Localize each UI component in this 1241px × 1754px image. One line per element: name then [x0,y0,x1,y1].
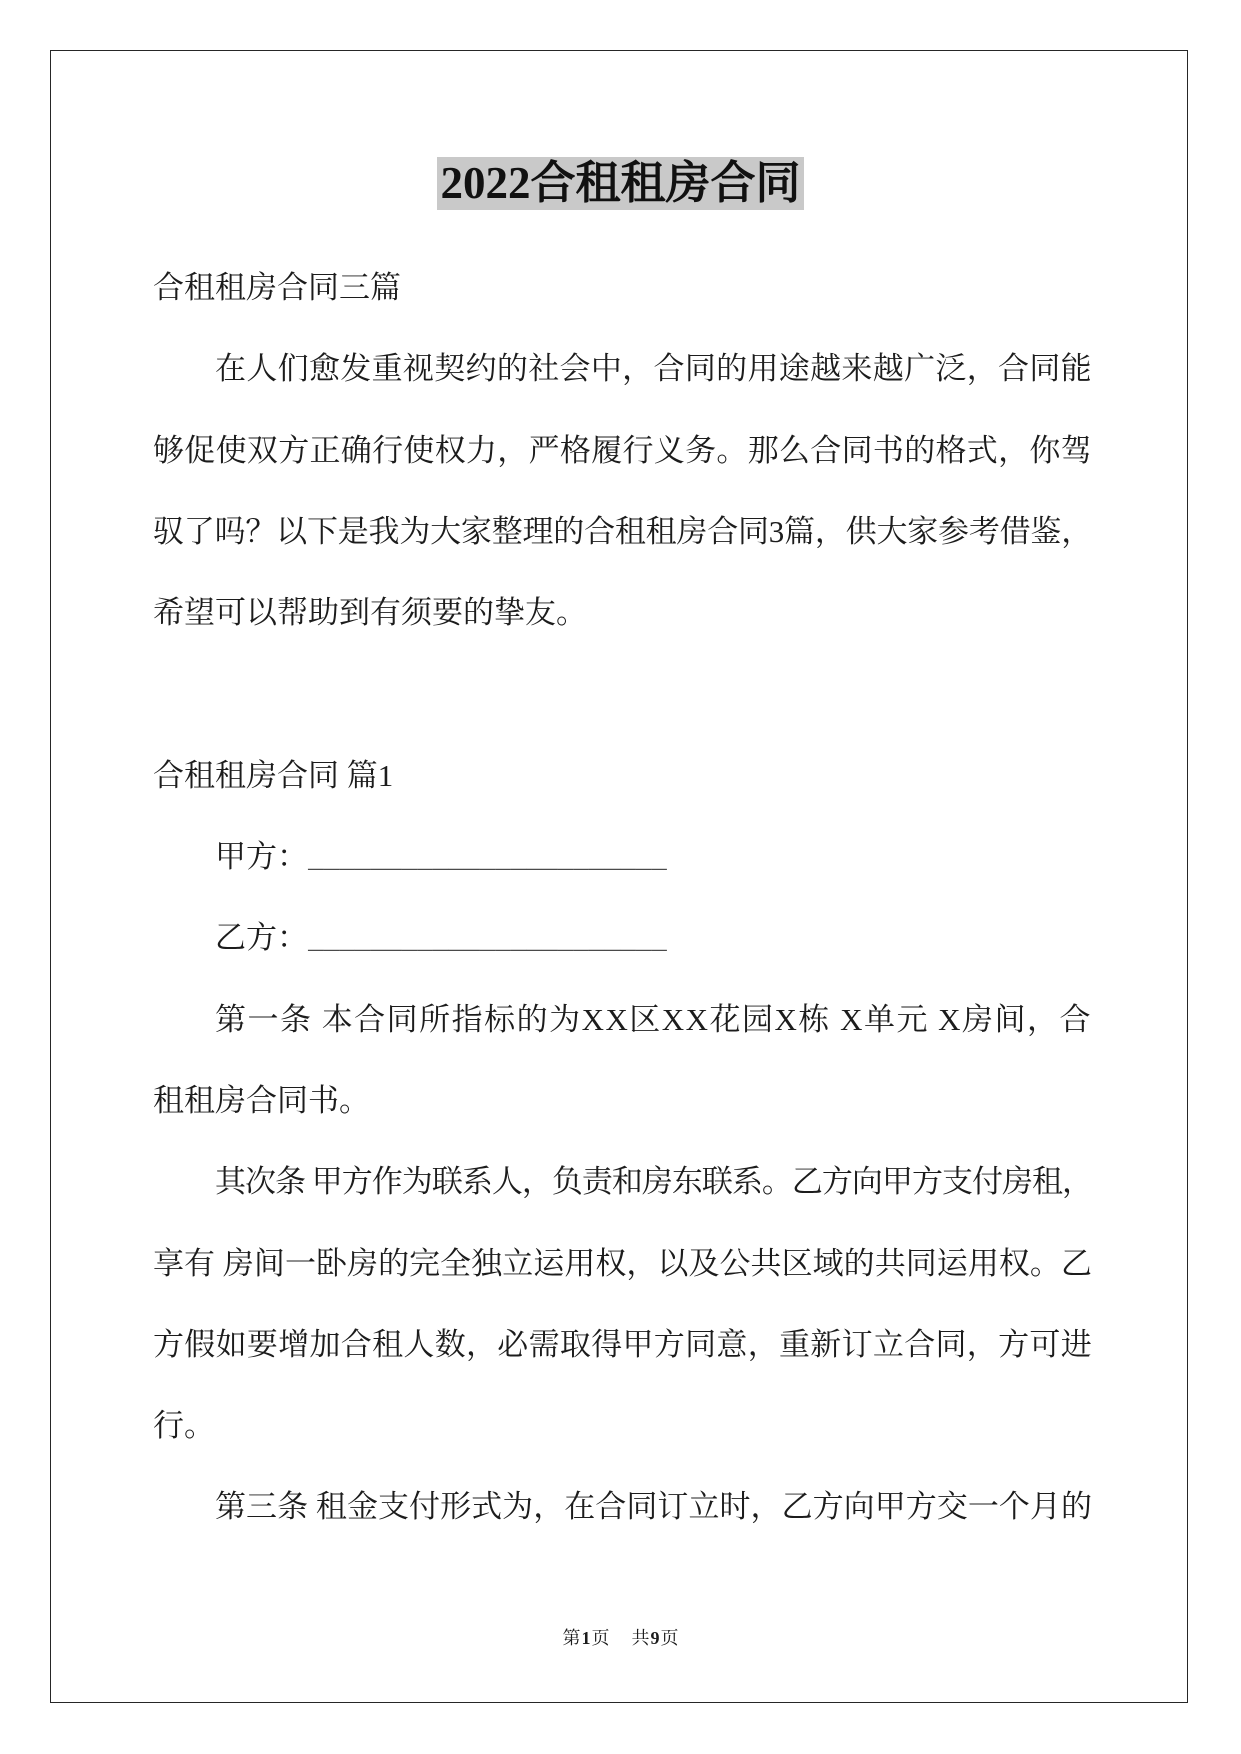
intro-line: 够促使双方正确行使权力，严格履行义务。那么合同书的格式，你驾 [153,432,1092,468]
current-page-indicator [563,1628,610,1648]
total-prefix: 共 [631,1628,650,1648]
document-title: 2022合租租房合同 [437,157,803,210]
party-b-label: 乙方： [215,920,308,956]
section-title: 合租租房合同 篇1 [153,757,394,793]
party-a-blank-line: _______________________ [308,845,667,876]
intro-line: 驭了吗？以下是我为大家整理的合租租房合同3篇，供大家参考借鉴， [153,513,1092,549]
party-b-row [153,897,1092,978]
document-heading: 合租租房合同三篇 [153,270,401,305]
page-footer [0,1626,1241,1650]
document-body [153,247,1092,1548]
article-2-line: 行。 [153,1408,215,1444]
party-a-row [153,816,1092,897]
article-2-line: 其次条 甲方作为联系人，负责和房东联系。乙方向甲方支付房租， [215,1164,1092,1200]
intro-line: 在人们愈发重视契约的社会中，合同的用途越来越广泛，合同能 [215,351,1092,387]
article-3-line: 第三条 租金支付形式为，在合同订立时，乙方向甲方交一个月的 [215,1489,1092,1525]
article-2-line: 享有 房间一卧房的完全独立运用权，以及公共区域的共同运用权。乙 [153,1245,1092,1281]
party-b-blank-line: _______________________ [308,926,667,957]
party-a-label: 甲方： [215,839,308,875]
article-1-line: 第一条 本合同所指标的为XX区XX花园X栋 X单元 X房间，合 [215,1001,1092,1037]
page-suffix: 页 [591,1628,610,1648]
total-suffix: 页 [660,1628,679,1648]
blank-line [153,653,1092,734]
current-page-number: 1 [581,1628,591,1648]
page-prefix: 第 [562,1628,581,1648]
total-pages-number: 9 [650,1628,660,1648]
total-pages-indicator [632,1628,679,1648]
article-1-line: 租租房合同书。 [153,1082,370,1118]
title-area [0,157,1241,210]
intro-line: 希望可以帮助到有须要的挚友。 [153,595,587,631]
article-2-line: 方假如要增加合租人数，必需取得甲方同意，重新订立合同，方可进 [153,1326,1092,1362]
